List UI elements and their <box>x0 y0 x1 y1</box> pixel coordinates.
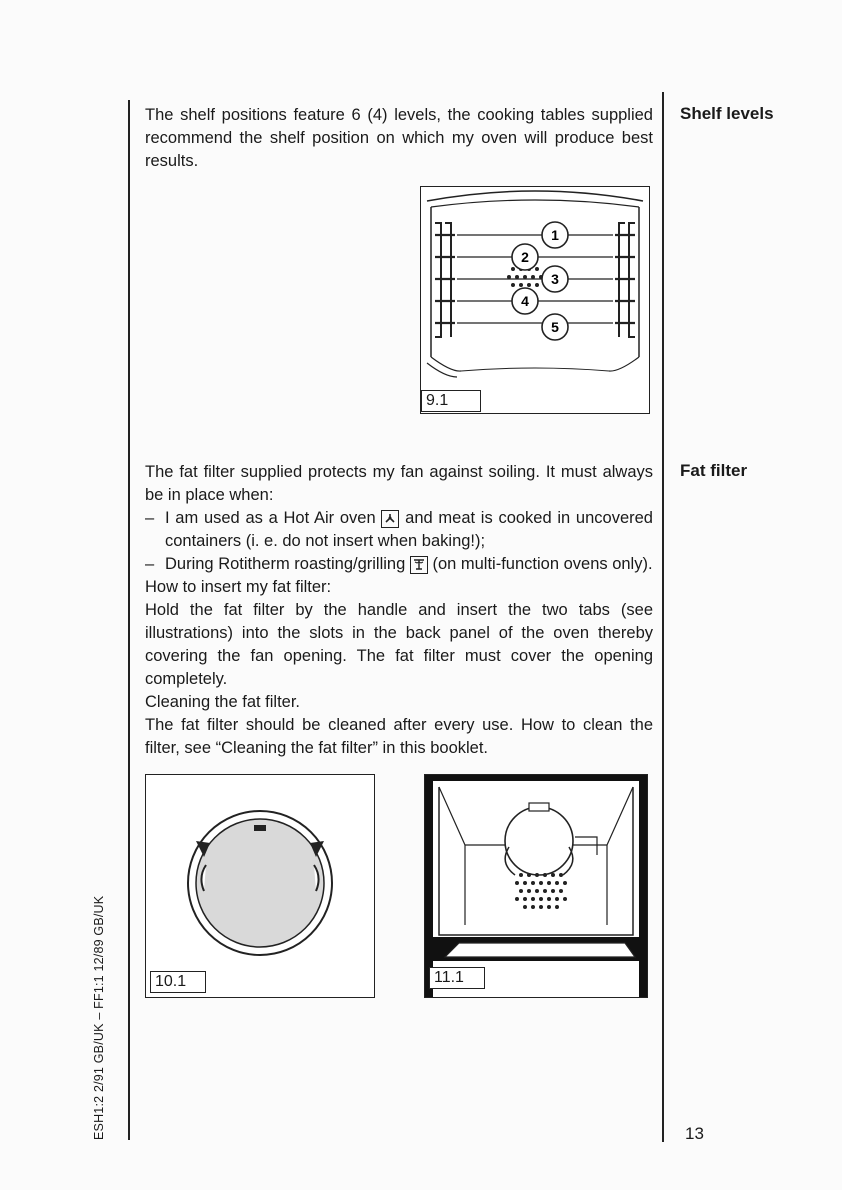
shelf-number-5: 5 <box>551 319 559 335</box>
instructions-text: Hold the fat filter by the handle and insert the two tabs (see illustrations) into the slots in the back panel of the oven thereby covering the fan opening. The fat filter must cover the opening completely. <box>145 601 653 688</box>
item1-after: and meat is cooked in uncovered containers (i. e. do not insert when baking!); <box>165 509 653 550</box>
oven-filter-installed-illustration <box>425 775 647 997</box>
cleaning-heading: Cleaning the fat filter. <box>145 693 301 711</box>
shelf-levels-paragraph <box>145 104 653 173</box>
figure-9-1-label: 9.1 <box>421 390 481 412</box>
oven-shelf-diagram <box>421 187 649 413</box>
shelf-number-3: 3 <box>551 271 559 287</box>
right-margin-rule <box>662 92 664 1142</box>
list-item: – During Rotitherm roasting/grilling (on multi-function ovens only). <box>145 555 653 573</box>
figure-11-1-label: 11.1 <box>429 967 485 989</box>
figure-9-1 <box>420 186 650 414</box>
fat-filter-body <box>145 461 653 760</box>
item2-before: During Rotitherm roasting/grilling <box>165 555 406 573</box>
fat-filter-heading: Fat filter <box>680 461 748 480</box>
figure-11-1 <box>424 774 648 998</box>
shelf-number-4: 4 <box>521 293 529 309</box>
item1-before: I am used as a Hot Air oven <box>165 509 376 527</box>
item2-after: (on multi-function ovens only). <box>432 555 653 573</box>
how-to-heading: How to insert my fat filter: <box>145 578 332 596</box>
rotitherm-grill-icon <box>410 556 428 574</box>
hot-air-fan-icon <box>381 510 399 528</box>
left-margin-rule <box>128 100 130 1140</box>
fat-filter-intro: The fat filter supplied protects my fan against soiling. It must always be in place when: <box>145 463 653 504</box>
figure-10-1-label: 10.1 <box>150 971 206 993</box>
list-item: – I am used as a Hot Air oven and meat is cooked in uncovered containers (i. e. do not insert when baking!); <box>145 509 653 550</box>
figure-10-1 <box>145 774 375 998</box>
document-code: ESH1:2 2/91 GB/UK – FF1:1 12/89 GB/UK <box>92 895 106 1140</box>
shelf-number-1: 1 <box>551 227 559 243</box>
shelf-number-2: 2 <box>521 249 529 265</box>
page-number: 13 <box>685 1124 704 1143</box>
cleaning-text: The fat filter should be cleaned after every use. How to clean the filter, see “Cleaning the fat filter” in this booklet. <box>145 716 653 757</box>
fat-filter-illustration <box>146 775 374 997</box>
shelf-levels-heading: Shelf levels <box>680 104 774 123</box>
shelf-levels-text: The shelf positions feature 6 (4) levels, the cooking tables supplied recommend the shelf position on which my oven will produce best results. <box>145 106 653 170</box>
